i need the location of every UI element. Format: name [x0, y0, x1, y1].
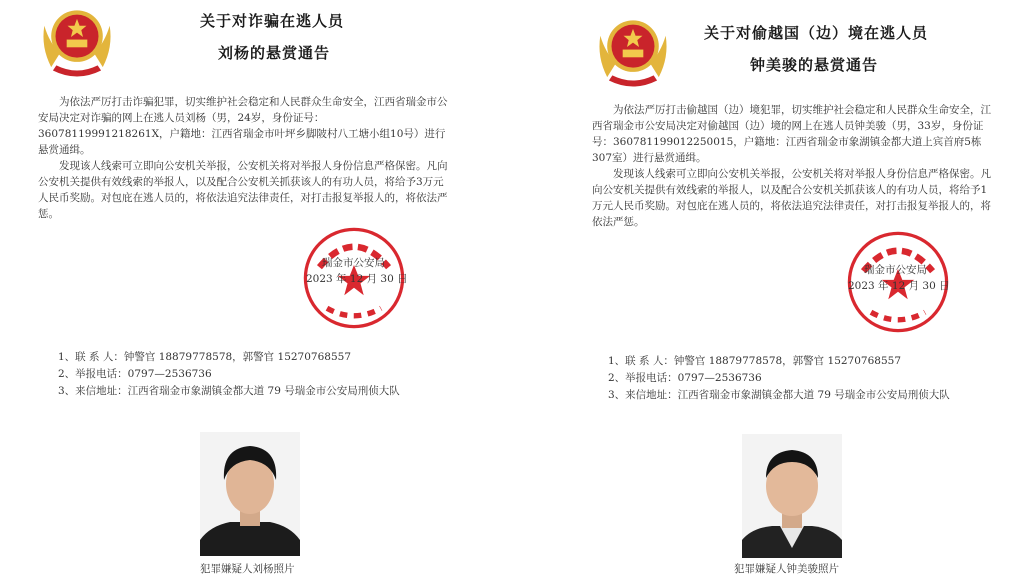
notice-title-line-2: 钟美骏的悬赏通告 — [750, 56, 879, 74]
notice-title-line-2: 刘杨的悬赏通告 — [218, 44, 331, 62]
issuer-name: 瑞金市公安局 — [322, 257, 385, 269]
contact-list — [58, 349, 400, 400]
mailing-address: 3、来信地址：江西省瑞金市象湖镇金都大道 79 号瑞金市公安局刑侦大队 — [608, 389, 950, 401]
suspect-photo — [742, 434, 842, 558]
notice-title-line-1: 关于对诈骗在逃人员 — [200, 12, 345, 30]
suspect-photo — [200, 432, 300, 556]
report-phone: 2、举报电话：0797—2536736 — [58, 368, 212, 380]
issuer-name: 瑞金市公安局 — [864, 264, 927, 276]
notice-title-line-1: 关于对偷越国（边）境在逃人员 — [704, 24, 929, 42]
notice-paragraph-1: 为依法严厉打击诈骗犯罪，切实维护社会稳定和人民群众生命安全，江西省瑞金市公安局决定对诈骗的网上在逃人员刘杨（男，24岁，身份证号：36078119991218261X，户籍地：江西省瑞金市叶坪乡脚陂村八工塘小组10号）进行悬赏通缉。 — [38, 96, 448, 156]
notice-paragraph-2: 发现该人线索可立即向公安机关举报，公安机关将对举报人身份信息严格保密。凡向公安机关提供有效线索的举报人，以及配合公安机关抓获该人的有功人员，将给予3万元人民币奖励。对包庇在逃人员的，将依法追究法律责任，对打击报复举报人的，将依法严惩。 — [38, 160, 448, 220]
notice-body — [592, 102, 994, 230]
report-phone: 2、举报电话：0797—2536736 — [608, 372, 762, 384]
notice-paragraph-2: 发现该人线索可立即向公安机关举报，公安机关将对举报人身份信息严格保密。凡向公安机关提供有效线索的举报人，以及配合公安机关抓获该人的有功人员，将给予1万元人民币奖励。对包庇在逃人员的，将依法追究法律责任，对打击报复举报人的，将依法严惩。 — [592, 168, 991, 228]
person-silhouette-icon — [200, 432, 300, 556]
contact-list — [608, 353, 950, 404]
police-emblem-icon — [590, 10, 676, 96]
wanted-notice-zhong-meijun — [524, 0, 1024, 576]
person-silhouette-icon — [742, 434, 842, 558]
police-emblem-icon — [34, 0, 120, 86]
contact-persons: 1、联 系 人：钟警官 18879778578，郭警官 15270768557 — [608, 355, 901, 367]
photo-caption: 犯罪嫌疑人刘杨照片 — [200, 563, 295, 575]
notice-body — [38, 94, 448, 222]
wanted-notice-liu-yang — [0, 0, 500, 576]
issue-date: 2023 年 12 月 30 日 — [848, 280, 950, 292]
contact-persons: 1、联 系 人：钟警官 18879778578，郭警官 15270768557 — [58, 351, 351, 363]
issue-date: 2023 年 12 月 30 日 — [306, 273, 408, 285]
mailing-address: 3、来信地址：江西省瑞金市象湖镇金都大道 79 号瑞金市公安局刑侦大队 — [58, 385, 400, 397]
notice-paragraph-1: 为依法严厉打击偷越国（边）境犯罪，切实维护社会稳定和人民群众生命安全，江西省瑞金市公安局决定对偷越国（边）境的网上在逃人员钟美骏（男，33岁，身份证号：360781199012250015，户籍地：江西省瑞金市象湖镇金都大道上宾首府5栋307室）进行悬赏通缉。 — [592, 104, 991, 164]
photo-caption: 犯罪嫌疑人钟美骏照片 — [734, 563, 839, 575]
